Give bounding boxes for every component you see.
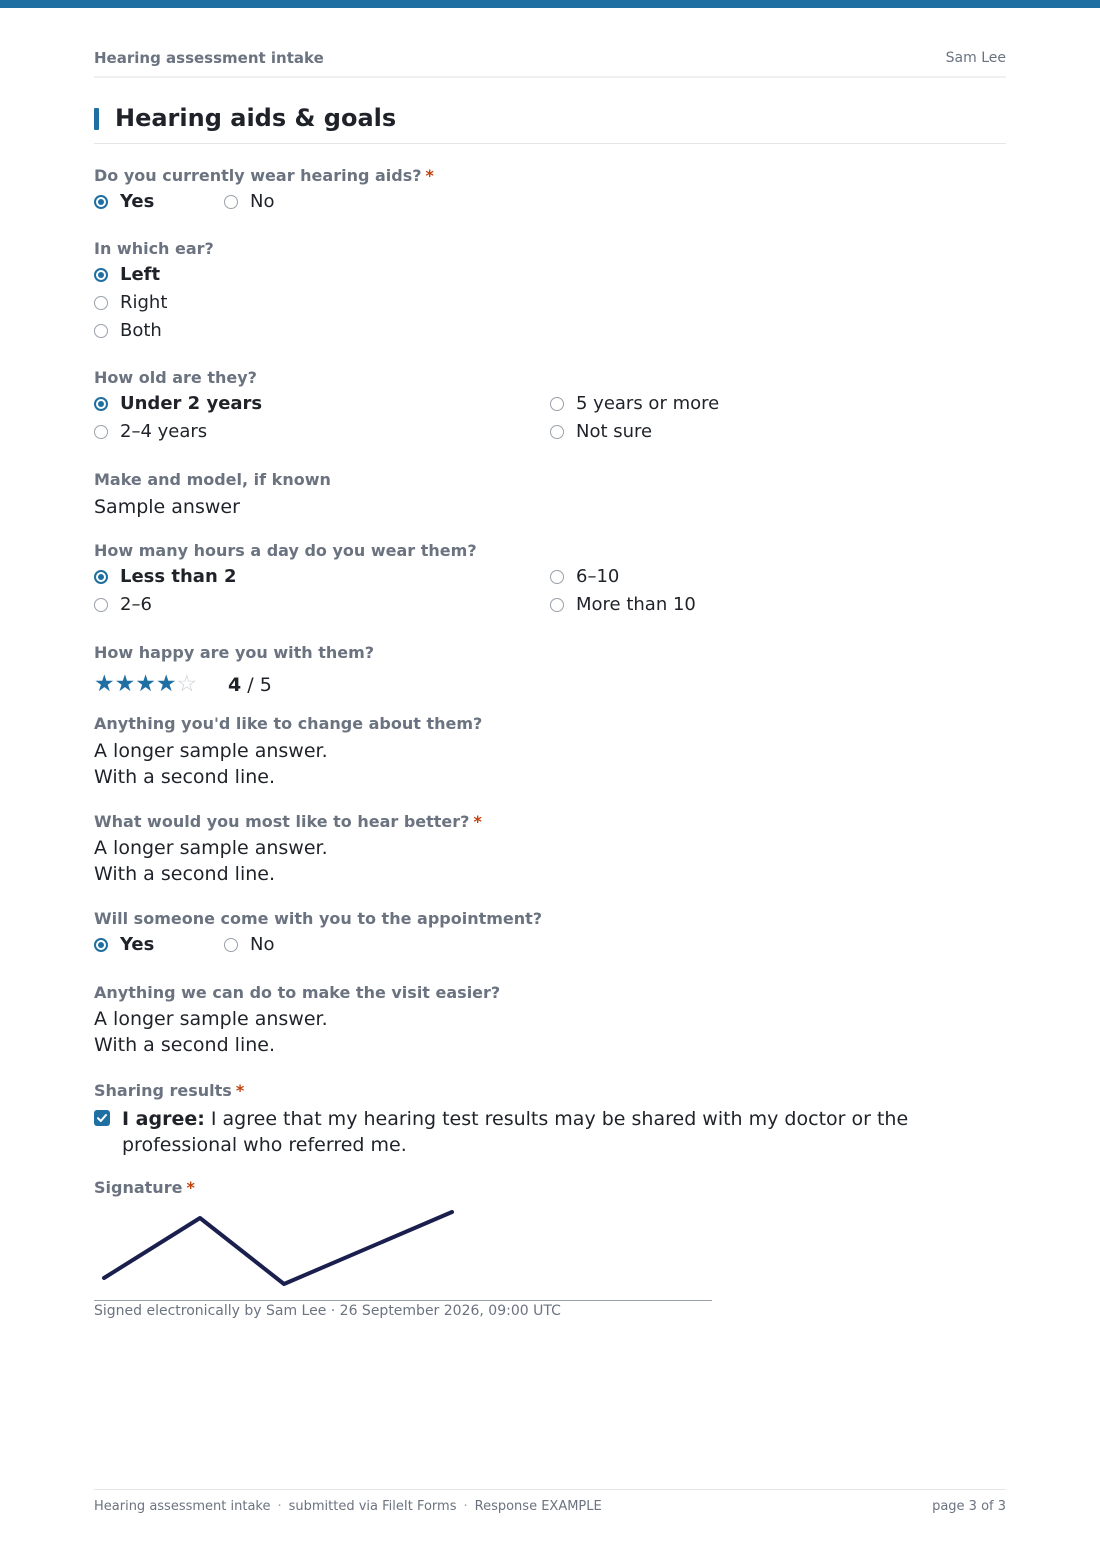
radio-empty-icon: [94, 296, 108, 310]
answer-visit-easier: [94, 1006, 328, 1058]
option-label: No: [250, 934, 275, 955]
star-icon: ★: [94, 671, 115, 697]
required-mark: *: [235, 1081, 245, 1100]
question-companion: [94, 909, 542, 928]
radio-empty-icon: [550, 397, 564, 411]
consent-label: I agree:: [122, 1108, 205, 1130]
option-label: Yes: [120, 934, 155, 955]
answer-line: With a second line.: [94, 863, 275, 885]
page-footer: [94, 1489, 1006, 1520]
option-label: 2–6: [120, 594, 152, 615]
required-mark: *: [186, 1178, 195, 1197]
question-text: Signature: [94, 1178, 183, 1197]
footer-response: Response EXAMPLE: [474, 1499, 602, 1514]
question-text: Anything you'd like to change about them?: [94, 714, 483, 733]
question-text: What would you most like to hear better?: [94, 812, 470, 831]
question-which-ear: [94, 239, 214, 258]
signature-caption: Signed electronically by Sam Lee · 26 September 2026, 09:00 UTC: [94, 1303, 561, 1319]
star-empty-icon: ☆: [176, 671, 198, 697]
consent-text: [122, 1106, 922, 1158]
answer-hear-better: [94, 835, 328, 887]
section-header: [94, 104, 1006, 144]
radio-selected-icon: [94, 268, 108, 282]
user-name: Sam Lee: [945, 50, 1006, 66]
rating-score: [228, 674, 272, 696]
signature-pad: [94, 1206, 712, 1301]
question-text: How many hours a day do you wear them?: [94, 541, 477, 560]
answer-line: A longer sample answer.: [94, 1008, 328, 1030]
radio-empty-icon: [224, 195, 238, 209]
answer-line: With a second line.: [94, 766, 275, 788]
answer-change: [94, 738, 328, 790]
option-label: Less than 2: [120, 566, 237, 587]
radio-empty-icon: [550, 570, 564, 584]
option-label: Left: [120, 264, 161, 285]
required-mark: *: [473, 812, 482, 831]
question-change: [94, 714, 482, 733]
footer-form-name: Hearing assessment intake: [94, 1499, 271, 1514]
question-signature: [94, 1178, 195, 1197]
option-label: 5 years or more: [576, 393, 720, 414]
footer-separator: ·: [277, 1499, 282, 1514]
required-mark: *: [425, 166, 434, 185]
option-label: 2–4 years: [120, 421, 208, 442]
question-how-old: [94, 368, 257, 387]
page-number: page 3 of 3: [932, 1499, 1006, 1514]
option-label: More than 10: [576, 594, 696, 615]
top-accent-bar: [0, 0, 1100, 8]
question-make-model: [94, 470, 331, 489]
section-title: Hearing aids & goals: [115, 104, 397, 132]
page-header: [94, 49, 1006, 78]
answer-line: A longer sample answer.: [94, 837, 328, 859]
question-text: Sharing results: [94, 1081, 232, 1100]
stars: [94, 672, 197, 696]
consent-checkbox[interactable]: [94, 1110, 110, 1126]
star-icon: ★: [114, 671, 136, 697]
option-label: 6–10: [576, 566, 620, 587]
star-icon: ★: [155, 671, 177, 697]
option-label: Yes: [120, 191, 155, 212]
question-happiness: [94, 643, 374, 662]
radio-selected-icon: [94, 195, 108, 209]
radio-empty-icon: [224, 938, 238, 952]
radio-empty-icon: [94, 598, 108, 612]
answer-make-model: Sample answer: [94, 496, 240, 518]
star-icon: ★: [135, 671, 156, 697]
question-text: How old are they?: [94, 368, 257, 387]
footer-info: [94, 1499, 602, 1514]
answer-line: With a second line.: [94, 1034, 275, 1056]
radio-empty-icon: [94, 425, 108, 439]
question-hear-better: [94, 812, 482, 831]
footer-submitted: submitted via FileIt Forms: [288, 1499, 457, 1514]
question-visit-easier: [94, 983, 500, 1002]
question-hours-per-day: [94, 541, 477, 560]
radio-selected-icon: [94, 938, 108, 952]
option-label: Not sure: [576, 421, 653, 442]
question-text: In which ear?: [94, 239, 214, 258]
rating-value: 4: [228, 674, 242, 696]
question-text: Do you currently wear hearing aids?: [94, 166, 422, 185]
question-text: How happy are you with them?: [94, 643, 375, 662]
rating-max: / 5: [241, 674, 272, 696]
section-accent-bar: [94, 108, 99, 130]
option-label: Under 2 years: [120, 393, 263, 414]
question-wear-hearing-aids: [94, 166, 434, 185]
option-label: Right: [120, 292, 168, 313]
footer-separator: ·: [463, 1499, 468, 1514]
answer-line: A longer sample answer.: [94, 740, 328, 762]
radio-empty-icon: [550, 598, 564, 612]
radio-empty-icon: [550, 425, 564, 439]
option-label: Both: [120, 320, 162, 341]
checkmark-icon: [96, 1112, 108, 1124]
option-label: No: [250, 191, 275, 212]
question-text: Will someone come with you to the appointment?: [94, 909, 543, 928]
radio-selected-icon: [94, 397, 108, 411]
question-text: Make and model, if known: [94, 470, 331, 489]
question-text: Anything we can do to make the visit easier?: [94, 983, 501, 1002]
question-sharing-results: [94, 1081, 244, 1100]
consent-body: I agree that my hearing test results may be shared with my doctor or the professional who referred me.: [122, 1108, 909, 1156]
radio-selected-icon: [94, 570, 108, 584]
form-title: Hearing assessment intake: [94, 49, 324, 67]
signature-stroke: [94, 1206, 712, 1300]
radio-empty-icon: [94, 324, 108, 338]
